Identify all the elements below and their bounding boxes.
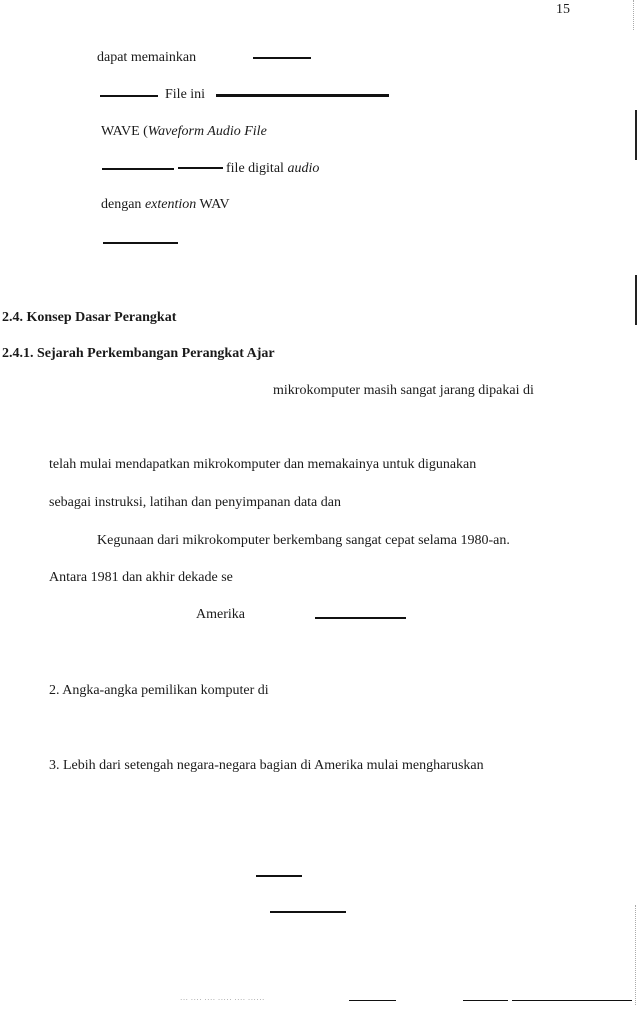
paragraph-line: telah mulai mendapatkan mikrokomputer dan memakainya untuk digunakan [49,457,477,472]
wave-label: WAVE ( [101,124,148,139]
footer-faint-text: ··· ···· ···· ····· ···· ······ [180,996,265,1004]
text-line-5 [101,197,230,213]
redaction-bar [256,875,302,877]
scan-edge-dots [633,0,635,30]
text-line-3 [101,124,267,140]
scan-edge-dots [635,905,637,1005]
redaction-bar [270,911,346,913]
wav-text: WAV [196,197,230,212]
text-line-1: dapat memainkan [97,50,197,65]
section-heading: 2.4. Konsep Dasar Perangkat [2,310,177,325]
footer-line [349,1000,396,1001]
dengan-text: dengan [101,197,145,212]
file-digital-text: file digital [226,161,288,176]
extention-italic: extention [144,197,197,212]
footer-line [463,1000,508,1001]
paragraph-line: Antara 1981 dan akhir dekade se [49,570,233,585]
wave-italic: Waveform Audio File [147,124,267,139]
subsection-heading: 2.4.1. Sejarah Perkembangan Perangkat Ajar [2,346,275,361]
redaction-bar [178,167,223,169]
paragraph-line: mikrokomputer masih sangat jarang dipakai di [273,383,534,398]
scan-edge-mark [635,275,637,325]
redaction-bar [102,168,174,170]
redaction-bar [100,95,158,97]
paragraph-line: Amerika [196,607,245,622]
redaction-bar [216,94,389,97]
paragraph-line: Kegunaan dari mikrokomputer berkembang sangat cepat selama 1980-an. [97,533,510,548]
paragraph-line: sebagai instruksi, latihan dan penyimpanan data dan [49,495,341,510]
list-item: 3. Lebih dari setengah negara-negara bagian di Amerika mulai mengharuskan [49,758,484,773]
footer-line [512,1000,632,1001]
text-line-4 [226,161,319,177]
scan-edge-mark [635,110,637,160]
audio-italic: audio [287,161,320,176]
page-number: 15 [556,2,570,17]
redaction-bar [253,57,311,59]
text-line-2: File ini [165,87,206,102]
list-item: 2. Angka-angka pemilikan komputer di [49,683,269,698]
redaction-bar [315,617,406,619]
redaction-bar [103,242,178,244]
